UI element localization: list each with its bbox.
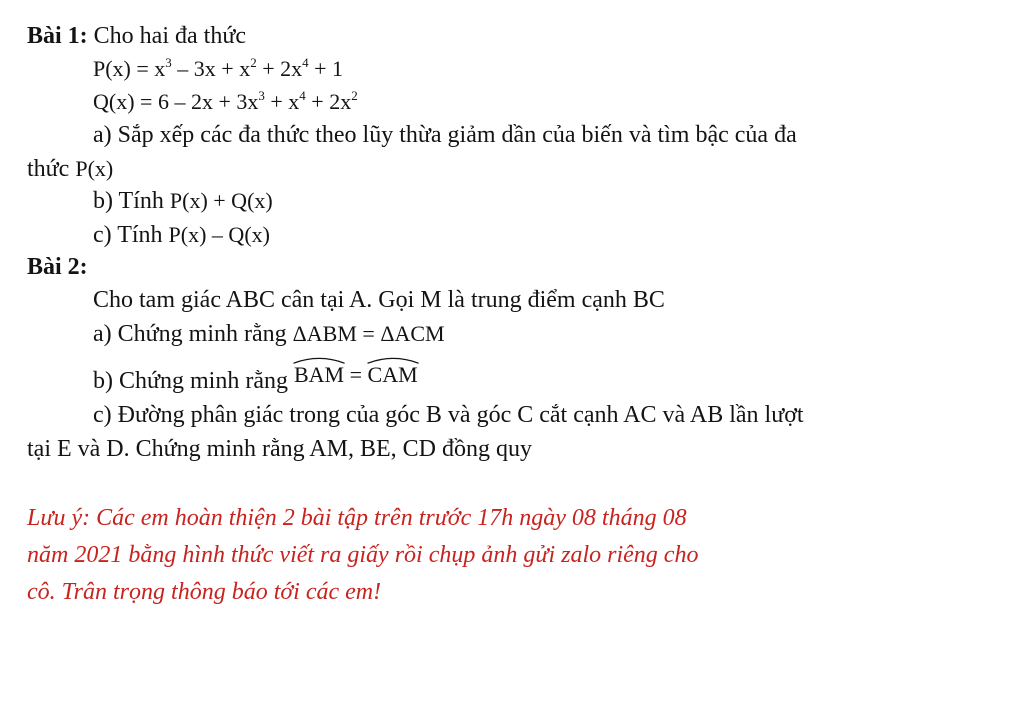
- polynomial-q-exponent: 3: [258, 88, 265, 103]
- note-line-1: Lưu ý: Các em hoàn thiện 2 bài tập trên trước 17h ngày 08 tháng 08: [27, 505, 687, 531]
- exercise-2-intro: Cho tam giác ABC cân tại A. Gọi M là trung điểm cạnh BC: [93, 287, 665, 313]
- part-b-math: P(x) + Q(x): [169, 188, 273, 213]
- angle-arc-icon: [293, 356, 345, 364]
- angle-cam: [368, 360, 418, 390]
- polynomial-p-part: – 3x + x: [171, 56, 251, 81]
- exercise-1-part-a-line-2: [27, 154, 113, 184]
- part-c-math: P(x) – Q(x): [168, 222, 270, 247]
- exercise-2-part-b: [93, 362, 418, 396]
- polynomial-p-part: P(x) = x: [93, 56, 166, 81]
- polynomial-p: [93, 54, 343, 84]
- angle-bam: [294, 360, 344, 390]
- polynomial-q-part: + 2x: [305, 89, 352, 114]
- angle-equation: [294, 362, 418, 387]
- exercise-1-part-c: [93, 220, 270, 250]
- part-a-text: a) Chứng minh rằng: [93, 321, 293, 347]
- part-b-text: b) Chứng minh rằng: [93, 368, 294, 394]
- exercise-1-heading: Bài 1:: [27, 23, 88, 49]
- equals-sign: =: [344, 362, 368, 387]
- polynomial-p-exponent: 2: [250, 55, 257, 70]
- exercise-1-title: [27, 21, 246, 51]
- angle-bam-label: BAM: [294, 362, 345, 387]
- polynomial-q-part: Q(x) = 6 – 2x + 3x: [93, 89, 259, 114]
- polynomial-q-exponent: 2: [351, 88, 358, 103]
- part-a-math: P(x): [75, 156, 114, 181]
- part-a-math: ΔABM = ΔACM: [292, 321, 445, 346]
- polynomial-p-exponent: 3: [165, 55, 172, 70]
- note-line-3: cô. Trân trọng thông báo tới các em!: [27, 579, 382, 605]
- exercise-2-part-c-line-1: c) Đường phân giác trong của góc B và góc C cắt cạnh AC và AB lần lượt: [93, 402, 804, 428]
- polynomial-p-part: + 1: [308, 56, 344, 81]
- polynomial-q-exponent: 4: [299, 88, 306, 103]
- polynomial-q-part: + x: [264, 89, 300, 114]
- exercise-1-part-a-line-1: a) Sắp xếp các đa thức theo lũy thừa giảm dần của biến và tìm bậc của đa: [93, 122, 797, 148]
- exercise-2-part-a: [93, 319, 445, 349]
- angle-cam-label: CAM: [367, 362, 418, 387]
- exercise-1-intro: Cho hai đa thức: [87, 23, 246, 49]
- exercise-2-heading: Bài 2:: [27, 254, 88, 280]
- part-c-text: c) Tính: [93, 222, 169, 248]
- polynomial-p-part: + 2x: [256, 56, 303, 81]
- part-b-text: b) Tính: [93, 188, 170, 214]
- angle-arc-icon: [367, 356, 419, 364]
- polynomial-q: [93, 87, 358, 117]
- part-a-text: thức: [27, 156, 76, 182]
- exercise-1-part-b: [93, 186, 273, 216]
- exercise-2-part-c-line-2: tại E và D. Chứng minh rằng AM, BE, CD đồng quy: [27, 436, 532, 462]
- note-line-2: năm 2021 bằng hình thức viết ra giấy rồi chụp ảnh gửi zalo riêng cho: [27, 542, 699, 568]
- polynomial-p-exponent: 4: [302, 55, 309, 70]
